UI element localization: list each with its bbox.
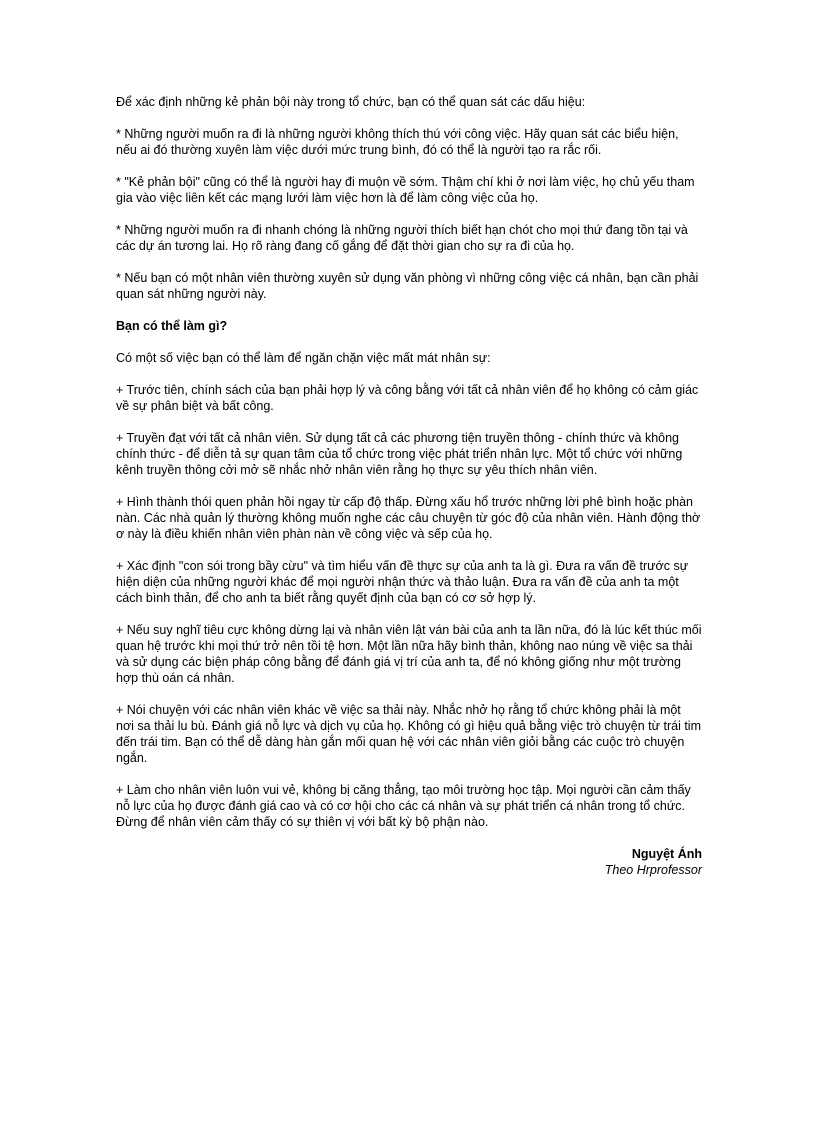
action-paragraph-1: + Trước tiên, chính sách của bạn phải hợp lý và công bằng với tất cả nhân viên để họ không có cảm giác về sự phân biệt và bất công.: [116, 383, 699, 413]
action-paragraph-3: + Hình thành thói quen phản hồi ngay từ cấp độ thấp. Đừng xấu hổ trước những lời phê bình hoặc phàn nàn. Các nhà quản lý thường không muốn nghe các câu chuyện từ góc độ của nhân viên. Hành động thờ ơ này là điều khiến nhân viên phàn nàn về công việc và sếp của họ.: [116, 495, 701, 541]
signature-block: [116, 846, 702, 878]
action-paragraph-4: + Xác định "con sói trong bầy cừu" và tìm hiểu vấn đề thực sự của anh ta là gì. Đưa ra vấn đề trước sự hiện diện của những người khác để mọi người nhận thức và thảo luận. Đưa ra vấn đề của anh ta một cách bình thản, để cho anh ta biết rằng quyết định của bạn có cơ sở hợp lý.: [116, 559, 689, 605]
article-source: Theo Hrprofessor: [604, 863, 702, 877]
section-heading: Bạn có thể làm gì?: [116, 319, 228, 333]
sign-paragraph-2: * "Kẻ phản bội" cũng có thể là người hay đi muộn về sớm. Thậm chí khi ở nơi làm việc, họ chủ yếu tham gia vào việc liên kết các mạng lưới làm việc hơn là để làm công việc của họ.: [116, 175, 695, 205]
intro-paragraph: Để xác định những kẻ phản bội này trong tổ chức, bạn có thể quan sát các dấu hiệu:: [116, 95, 586, 109]
action-paragraph-6: + Nói chuyện với các nhân viên khác về việc sa thải này. Nhắc nhở họ rằng tổ chức không phải là một nơi sa thải lu bù. Đánh giá nỗ lực và dịch vụ của họ. Không có gì hiệu quả bằng việc trò chuyện từ trái tim đến trái tim. Bạn có thể dễ dàng hàn gắn mối quan hệ với các nhân viên giỏi bằng các cuộc trò chuyện ngắn.: [116, 703, 701, 765]
sign-paragraph-4: * Nếu bạn có một nhân viên thường xuyên sử dụng văn phòng vì những công việc cá nhân, bạn cần phải quan sát những người này.: [116, 271, 699, 301]
action-paragraph-7: + Làm cho nhân viên luôn vui vẻ, không bị căng thẳng, tạo môi trường học tập. Mọi người cần cảm thấy nỗ lực của họ được đánh giá cao và có cơ hội cho các cá nhân và sự phát triển cá nhân trong tổ chức. Đừng để nhân viên cảm thấy có sự thiên vị với bất kỳ bộ phận nào.: [116, 783, 691, 829]
sign-paragraph-3: * Những người muốn ra đi nhanh chóng là những người thích biết hạn chót cho mọi thứ đang tồn tại và các dự án tương lai. Họ rõ ràng đang cố gắng để đặt thời gian cho sự ra đi của họ.: [116, 223, 688, 253]
action-paragraph-5: + Nếu suy nghĩ tiêu cực không dừng lại và nhân viên lật ván bài của anh ta lần nữa, đó là lúc kết thúc mối quan hệ trước khi mọi thứ trở nên tồi tệ hơn. Một lần nữa hãy bình thản, không nao núng về việc sa thải và sử dụng các biện pháp công bằng để đánh giá vị trí của anh ta, để nó không giống như một trường hợp thù oán cá nhân.: [116, 623, 702, 685]
document-page: [116, 94, 702, 878]
action-paragraph-2: + Truyền đạt với tất cả nhân viên. Sử dụng tất cả các phương tiện truyền thông - chính thức và không chính thức - để diễn tả sự quan tâm của tổ chức trong việc phát triển nhân lực. Một tổ chức với những kênh truyền thông cởi mở sẽ nhắc nhở nhân viên rằng họ thực sự yêu thích nhân viên.: [116, 431, 683, 477]
sign-paragraph-1: * Những người muốn ra đi là những người không thích thú với công việc. Hãy quan sát các biểu hiện, nếu ai đó thường xuyên làm việc dưới mức trung bình, đó có thể là người tạo ra rắc rối.: [116, 127, 679, 157]
actions-intro-paragraph: Có một số việc bạn có thể làm để ngăn chặn việc mất mát nhân sự:: [116, 351, 491, 365]
author-name: Nguyệt Ánh: [631, 847, 702, 861]
